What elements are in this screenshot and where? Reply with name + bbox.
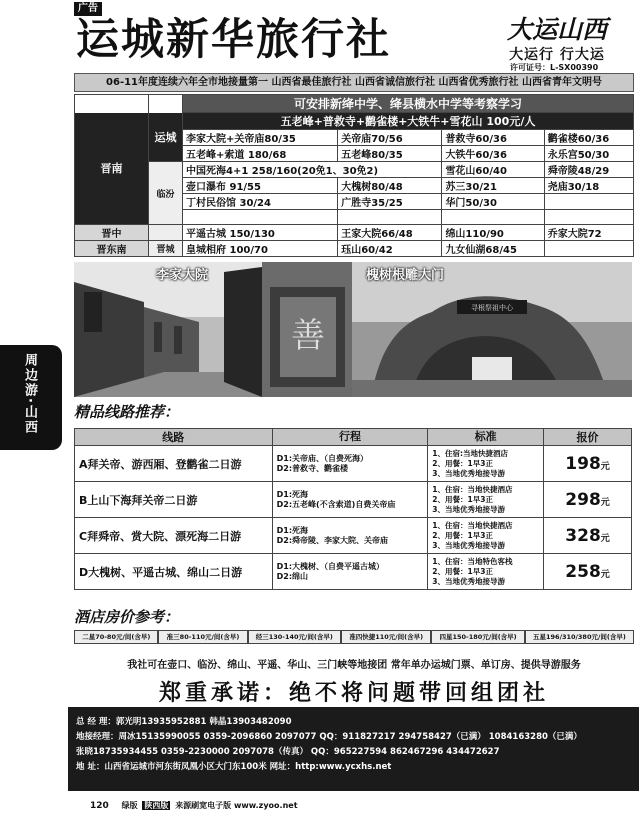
table-row: B上山下海拜关帝二日游 D1:死海 D2:五老峰(不含索道)自费关帝庙 1、住宿：当地快捷酒店 2、用餐：1早3正 3、当地优秀地接导游 298元 — [75, 482, 632, 518]
hotel-price-item: 五星196/310/380元/间(含早) — [525, 630, 634, 644]
route-name: D大槐树、平遥古城、绵山二日游 — [75, 554, 273, 590]
route-price: 258元 — [544, 554, 632, 590]
subregion-cell: 运城 — [149, 113, 183, 162]
table-row: 晋中 平遥古城 150/130 王家大院66/48 绵山110/90 乔家大院72 — [75, 225, 634, 241]
route-name: C拜舜帝、赏大院、漂死海二日游 — [75, 518, 273, 554]
subregion-cell: 临汾 — [149, 162, 183, 225]
routes-title: 精品线路推荐： — [74, 403, 180, 421]
table-row — [75, 113, 634, 130]
route-name: B上山下海拜关帝二日游 — [75, 482, 273, 518]
service-note: 我社可在壶口、临汾、绵山、平遥、华山、三门峡等地接团 常年单办运城门票、单订房、提供导游服务 — [127, 660, 581, 671]
slogan: 大运行 行大运 — [509, 47, 605, 63]
ad-tag: 广告 — [74, 2, 102, 16]
brand-logo-text: 大运山西 — [506, 15, 607, 44]
route-price: 198元 — [544, 446, 632, 482]
hotel-price-item: 准四快捷110元/间(含早) — [341, 630, 431, 644]
promise-headline: 郑重承诺：绝不将问题带回组团社 — [158, 681, 549, 706]
region-cell: 晋中 — [75, 225, 149, 241]
subregion-cell: 晋城 — [149, 241, 183, 257]
routes-table — [74, 428, 632, 590]
contact-row: 地接经理：周冰15135990055 0359-2096860 2097077 QQ：911827217 294758427（已满） 1084163280（已满） — [76, 732, 582, 742]
hotel-prices — [74, 630, 634, 644]
contact-row: 地 址：山西省运城市河东街凤凰小区大门东100米 网址：http:www.ycxhs.net — [76, 762, 392, 772]
region-cell: 晋东南 — [75, 241, 149, 257]
agency-title: 运城新华旅行社 — [76, 15, 391, 65]
package-price: 五老峰+普救寺+鹳雀楼+大铁牛+雪花山 100元/人 — [183, 113, 634, 130]
contact-row: 总 经 理：郭光明13935952881 韩晶13903482090 — [76, 717, 292, 727]
table-row — [75, 95, 634, 113]
honor-banner: 06-11年度连续六年全市地接量第一 山西省最佳旅行社 山西省诚信旅行社 山西省优秀旅行社 山西省青年文明号 — [74, 73, 634, 92]
table-row: D大槐树、平遥古城、绵山二日游 D1:大槐树、（自费平遥古城） D2:绵山 1、住宿：当地特色客栈 2、用餐：1早3正 3、当地优秀地接导游 258元 — [75, 554, 632, 590]
side-tab — [0, 345, 62, 450]
hotel-price-item: 准三80-110元/间(含早) — [158, 630, 247, 644]
source-text: 来源刷宽电子版 www.zyoo.net — [175, 801, 298, 810]
table-row: C拜舜帝、赏大院、漂死海二日游 D1:死海 D2:舜帝陵、李家大院、关帝庙 1、住宿：当地快捷酒店 2、用餐：1早3正 3、当地优秀地接导游 328元 — [75, 518, 632, 554]
gate-image — [262, 262, 352, 397]
study-banner: 可安排新绛中学、绛县横水中学等考察学习 — [183, 95, 634, 113]
photo-caption: 槐树根雕大门 — [366, 268, 445, 283]
photo-caption: 李家大院 — [156, 268, 209, 283]
price-table — [74, 94, 634, 257]
li-courtyard-photo — [74, 262, 262, 397]
table-row: 临汾 中国死海4+1 258/160(20免1、30免2) 雪花山60/40 舜帝陵48/29 — [75, 162, 634, 178]
hotel-price-item: 四星150-180元/间(含早) — [431, 630, 525, 644]
gate-character: 善 — [291, 316, 325, 356]
route-price: 298元 — [544, 482, 632, 518]
edition-label: 绿版 — [121, 801, 138, 810]
region-cell: 晋南 — [75, 113, 149, 225]
gate-photo — [262, 262, 352, 397]
table-row: 晋东南 晋城 皇城相府 100/70 珏山60/42 九女仙湖68/45 — [75, 241, 634, 257]
table-row: A拜关帝、游西厢、登鹳雀二日游 D1:关帝庙、（自费死海） D2:普救寺、鹳雀楼 1、住宿:当地快捷酒店 2、用餐：1早3正 3、当地优秀地接导游 198元 — [75, 446, 632, 482]
table-row: 壶口瀑布 91/55 大槐树80/48 苏三30/21 尧庙30/18 — [75, 178, 634, 194]
root-carving-photo — [352, 262, 632, 397]
table-row: 丁村民俗馆 30/24 广胜寺35/25 华门50/30 — [75, 194, 634, 210]
edition-box: 陕西版 — [144, 801, 169, 810]
page-number: 120 — [90, 801, 109, 811]
route-name: A拜关帝、游西厢、登鹳雀二日游 — [75, 446, 273, 482]
route-price: 328元 — [544, 518, 632, 554]
hotel-price-item: 经三130-140元/间(含早) — [248, 630, 342, 644]
sign-text: 寻根祭祖中心 — [471, 304, 513, 312]
page-footer — [90, 800, 298, 811]
contact-row: 张晓18735934455 0359-2230000 2097078（传真） QQ：965227594 862467296 434472627 — [76, 747, 500, 757]
license-number: 许可证号：L-SX00390 — [510, 63, 599, 72]
hotels-title: 酒店房价参考： — [74, 608, 180, 626]
table-row: 五老峰+索道 180/68 五老峰80/35 大铁牛60/36 永乐宫50/30 — [75, 146, 634, 162]
hotel-price-item: 二星70-80元/间(含早) — [74, 630, 158, 644]
table-header: 线路 行程 标准 报价 — [75, 429, 632, 446]
table-row: 李家大院+关帝庙80/35 关帝庙70/56 普救寺60/36 鹳雀楼60/36 — [75, 130, 634, 146]
contact-block — [68, 707, 639, 791]
side-tab-label: 周边游·山西 — [22, 353, 37, 435]
